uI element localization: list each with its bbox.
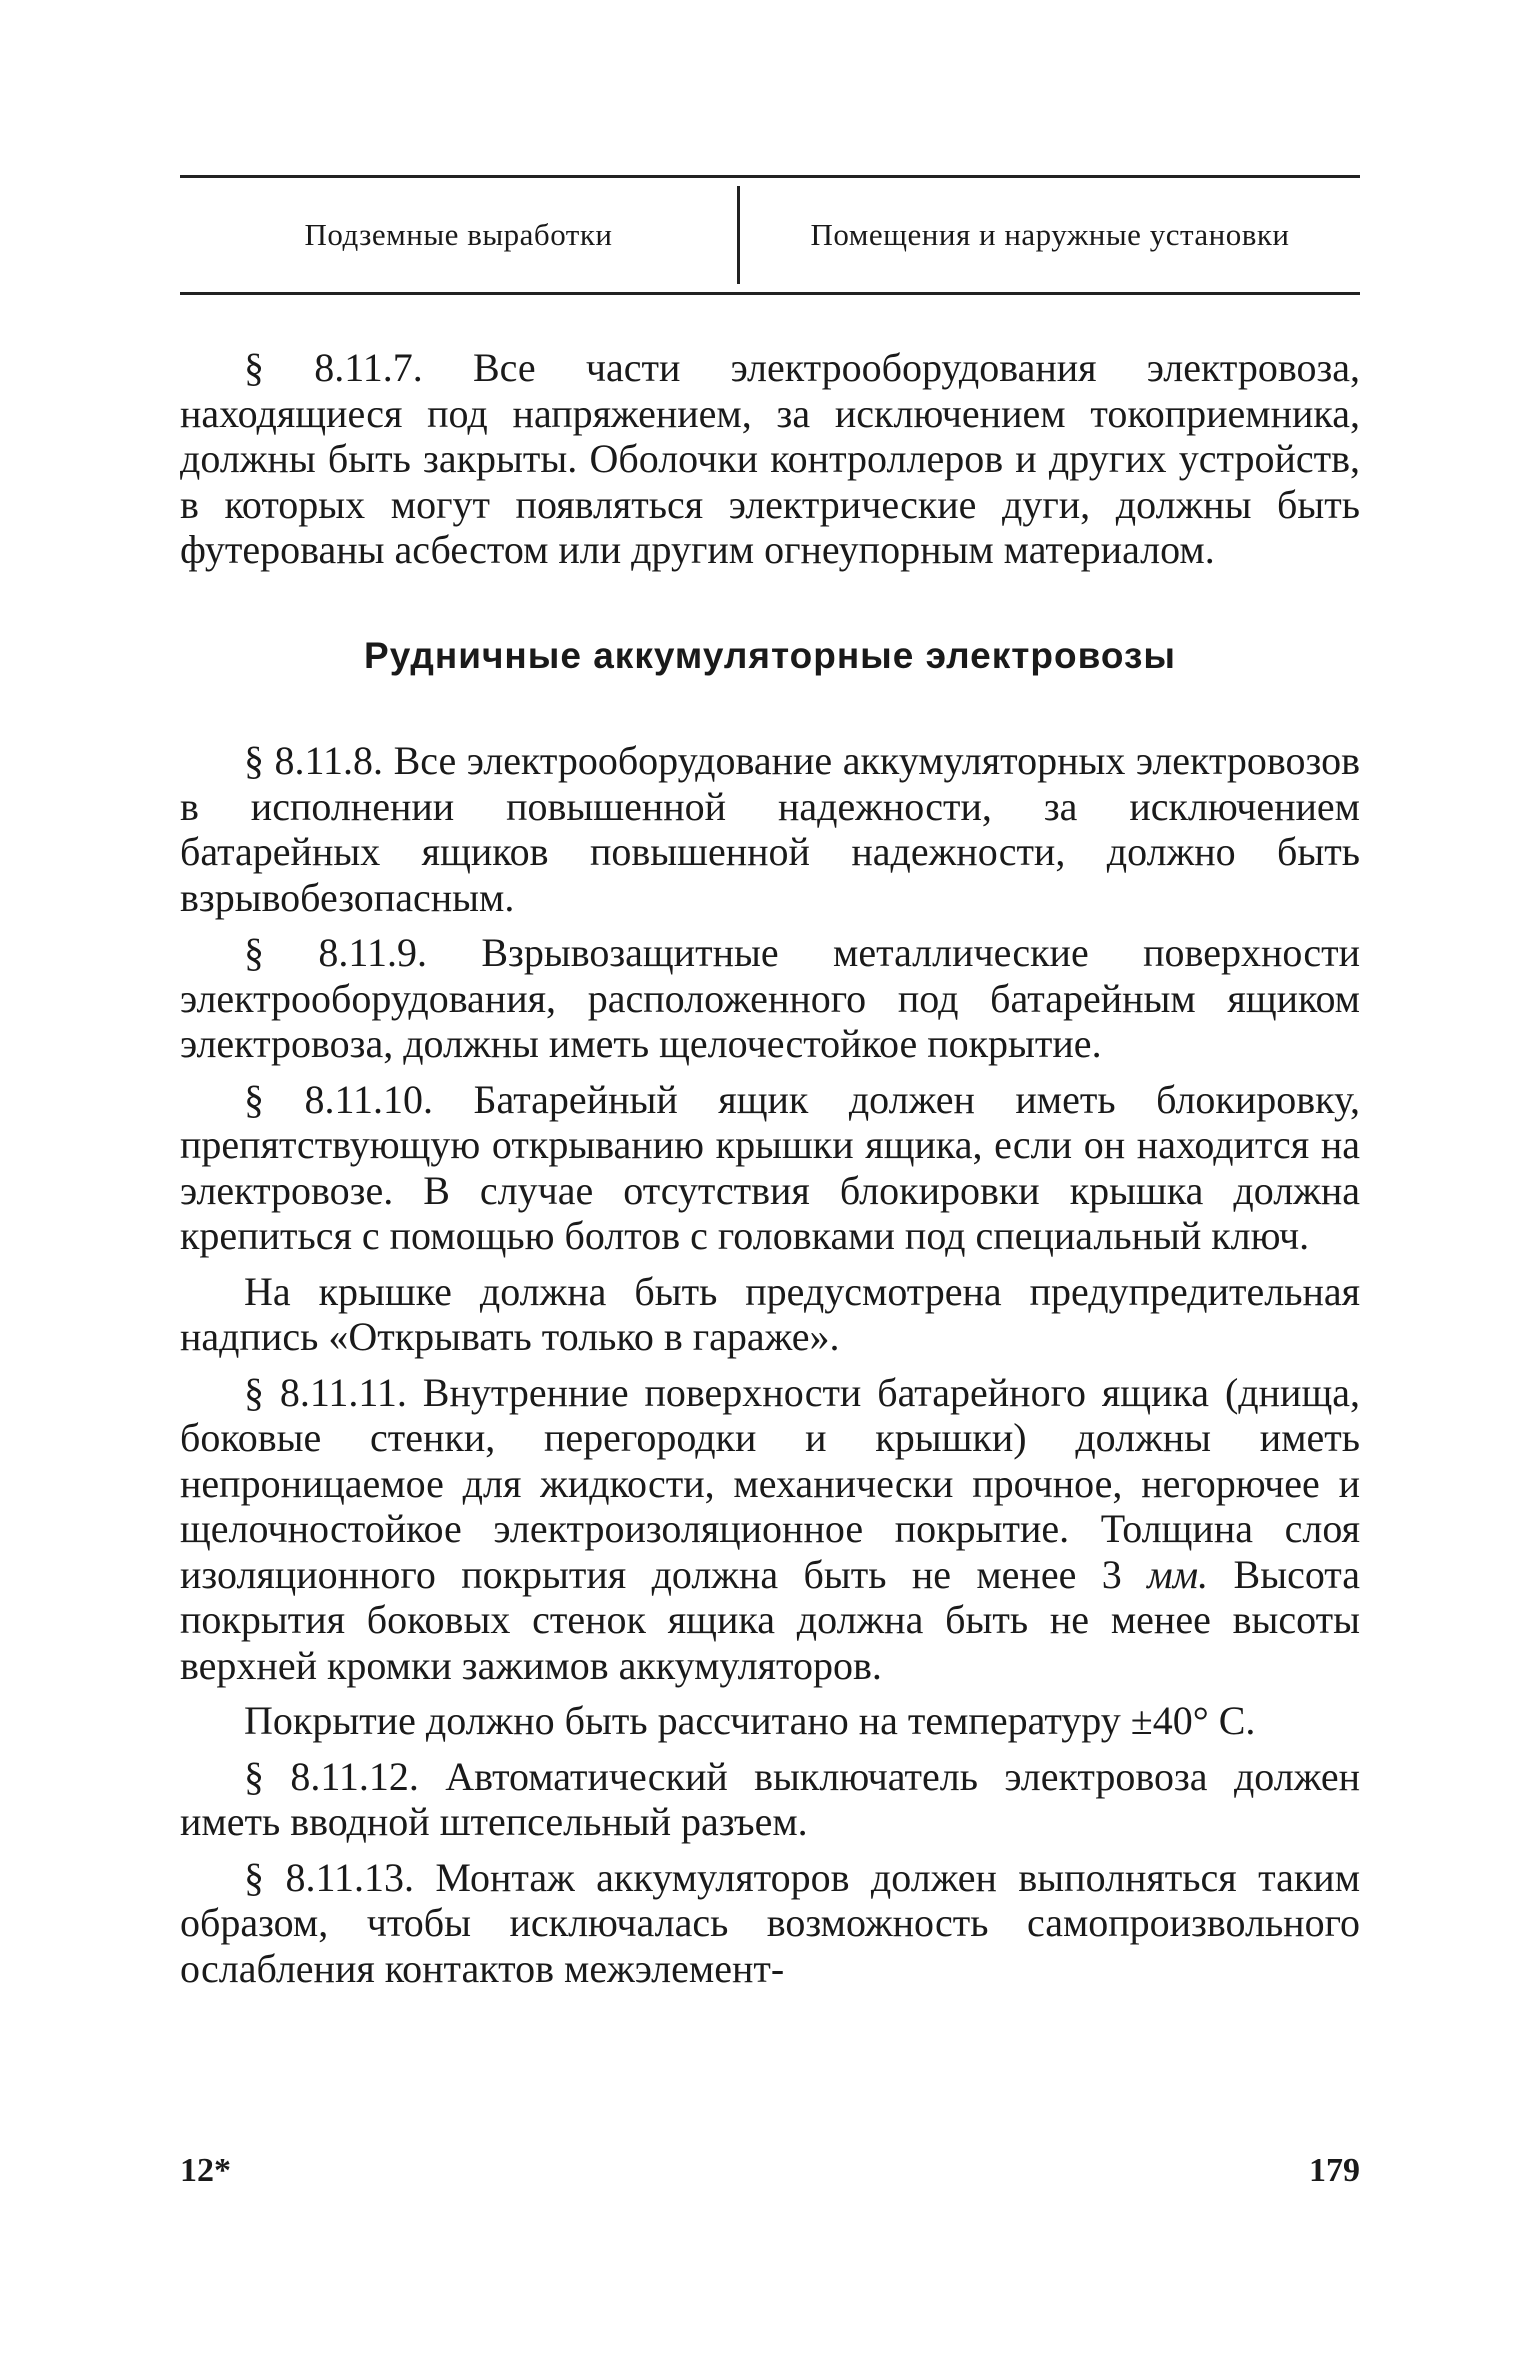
page-number: 179 — [1309, 2152, 1360, 2189]
paragraph-8-11-11-text: § 8.11.11. Внутренние поверхности батарейного ящика (днища, боковые стенки, перегородки и крышки) должны иметь непроницаемое для жидкости, механически прочное, негорючее и щелочностойкое электроизоляционное покрытие. Толщина слоя изоляционного покрытия должна быть не менее 3 — [180, 1369, 1360, 1597]
paragraph-8-11-8: § 8.11.8. Все электрооборудование аккумуляторных электровозов в исполнении повышенной надежности, за исключением батарейных ящиков повышенной надежности, должно быть взрывобезопасным. — [180, 738, 1360, 920]
document-body — [180, 345, 1360, 2001]
section-heading: Рудничные аккумуляторные электровозы — [364, 634, 1176, 676]
column-header-left: Подземные выработки — [180, 186, 740, 284]
paragraph-8-11-12: § 8.11.12. Автоматический выключатель электровоза должен иметь вводной штепсельный разъем. — [180, 1753, 1360, 1844]
paragraph-8-11-13: § 8.11.13. Монтаж аккумуляторов должен выполняться таким образом, чтобы исключалась возможность самопроизвольного ослабления контактов межэлемент- — [180, 1854, 1360, 1991]
unit-mm: мм. — [1147, 1551, 1209, 1597]
page-footer — [180, 2152, 1360, 2190]
signature-mark: 12* — [180, 2152, 231, 2189]
paragraph-8-11-11-tail: Высота покрытия боковых стенок ящика должна быть не менее высоты верхней кромки зажимов аккумуляторов. — [180, 1551, 1361, 1688]
document-page — [180, 0, 1360, 2362]
paragraph-8-11-9: § 8.11.9. Взрывозащитные металлические поверхности электрооборудования, расположенного под батарейным ящиком электровоза, должны иметь щелочестойкое покрытие. — [180, 930, 1360, 1066]
paragraph-8-11-10: § 8.11.10. Батарейный ящик должен иметь блокировку, препятствующую открыванию крышки ящика, если он находится на электровозе. В случае отсутствия блокировки крышка должна крепиться с помощью болтов с головками под специальный ключ. — [180, 1076, 1360, 1258]
column-header-table — [180, 175, 1360, 295]
paragraph-warning-label: На крышке должна быть предусмотрена предупредительная надпись «Открывать только в гараже». — [180, 1268, 1360, 1359]
paragraph-8-11-11 — [180, 1370, 1360, 1689]
paragraph-temperature: Покрытие должно быть рассчитано на температуру ±40° С. — [244, 1698, 1256, 1743]
column-header-right: Помещения и наружные установки — [810, 217, 1290, 252]
paragraph-8-11-7: § 8.11.7. Все части электрооборудования электровоза, находящиеся под напряжением, за исключением токоприемника, должны быть закрыты. Оболочки контроллеров и других устройств, в которых могут появляться электрические дуги, должны быть футерованы асбестом или другим огнеупорным материалом. — [180, 345, 1360, 572]
